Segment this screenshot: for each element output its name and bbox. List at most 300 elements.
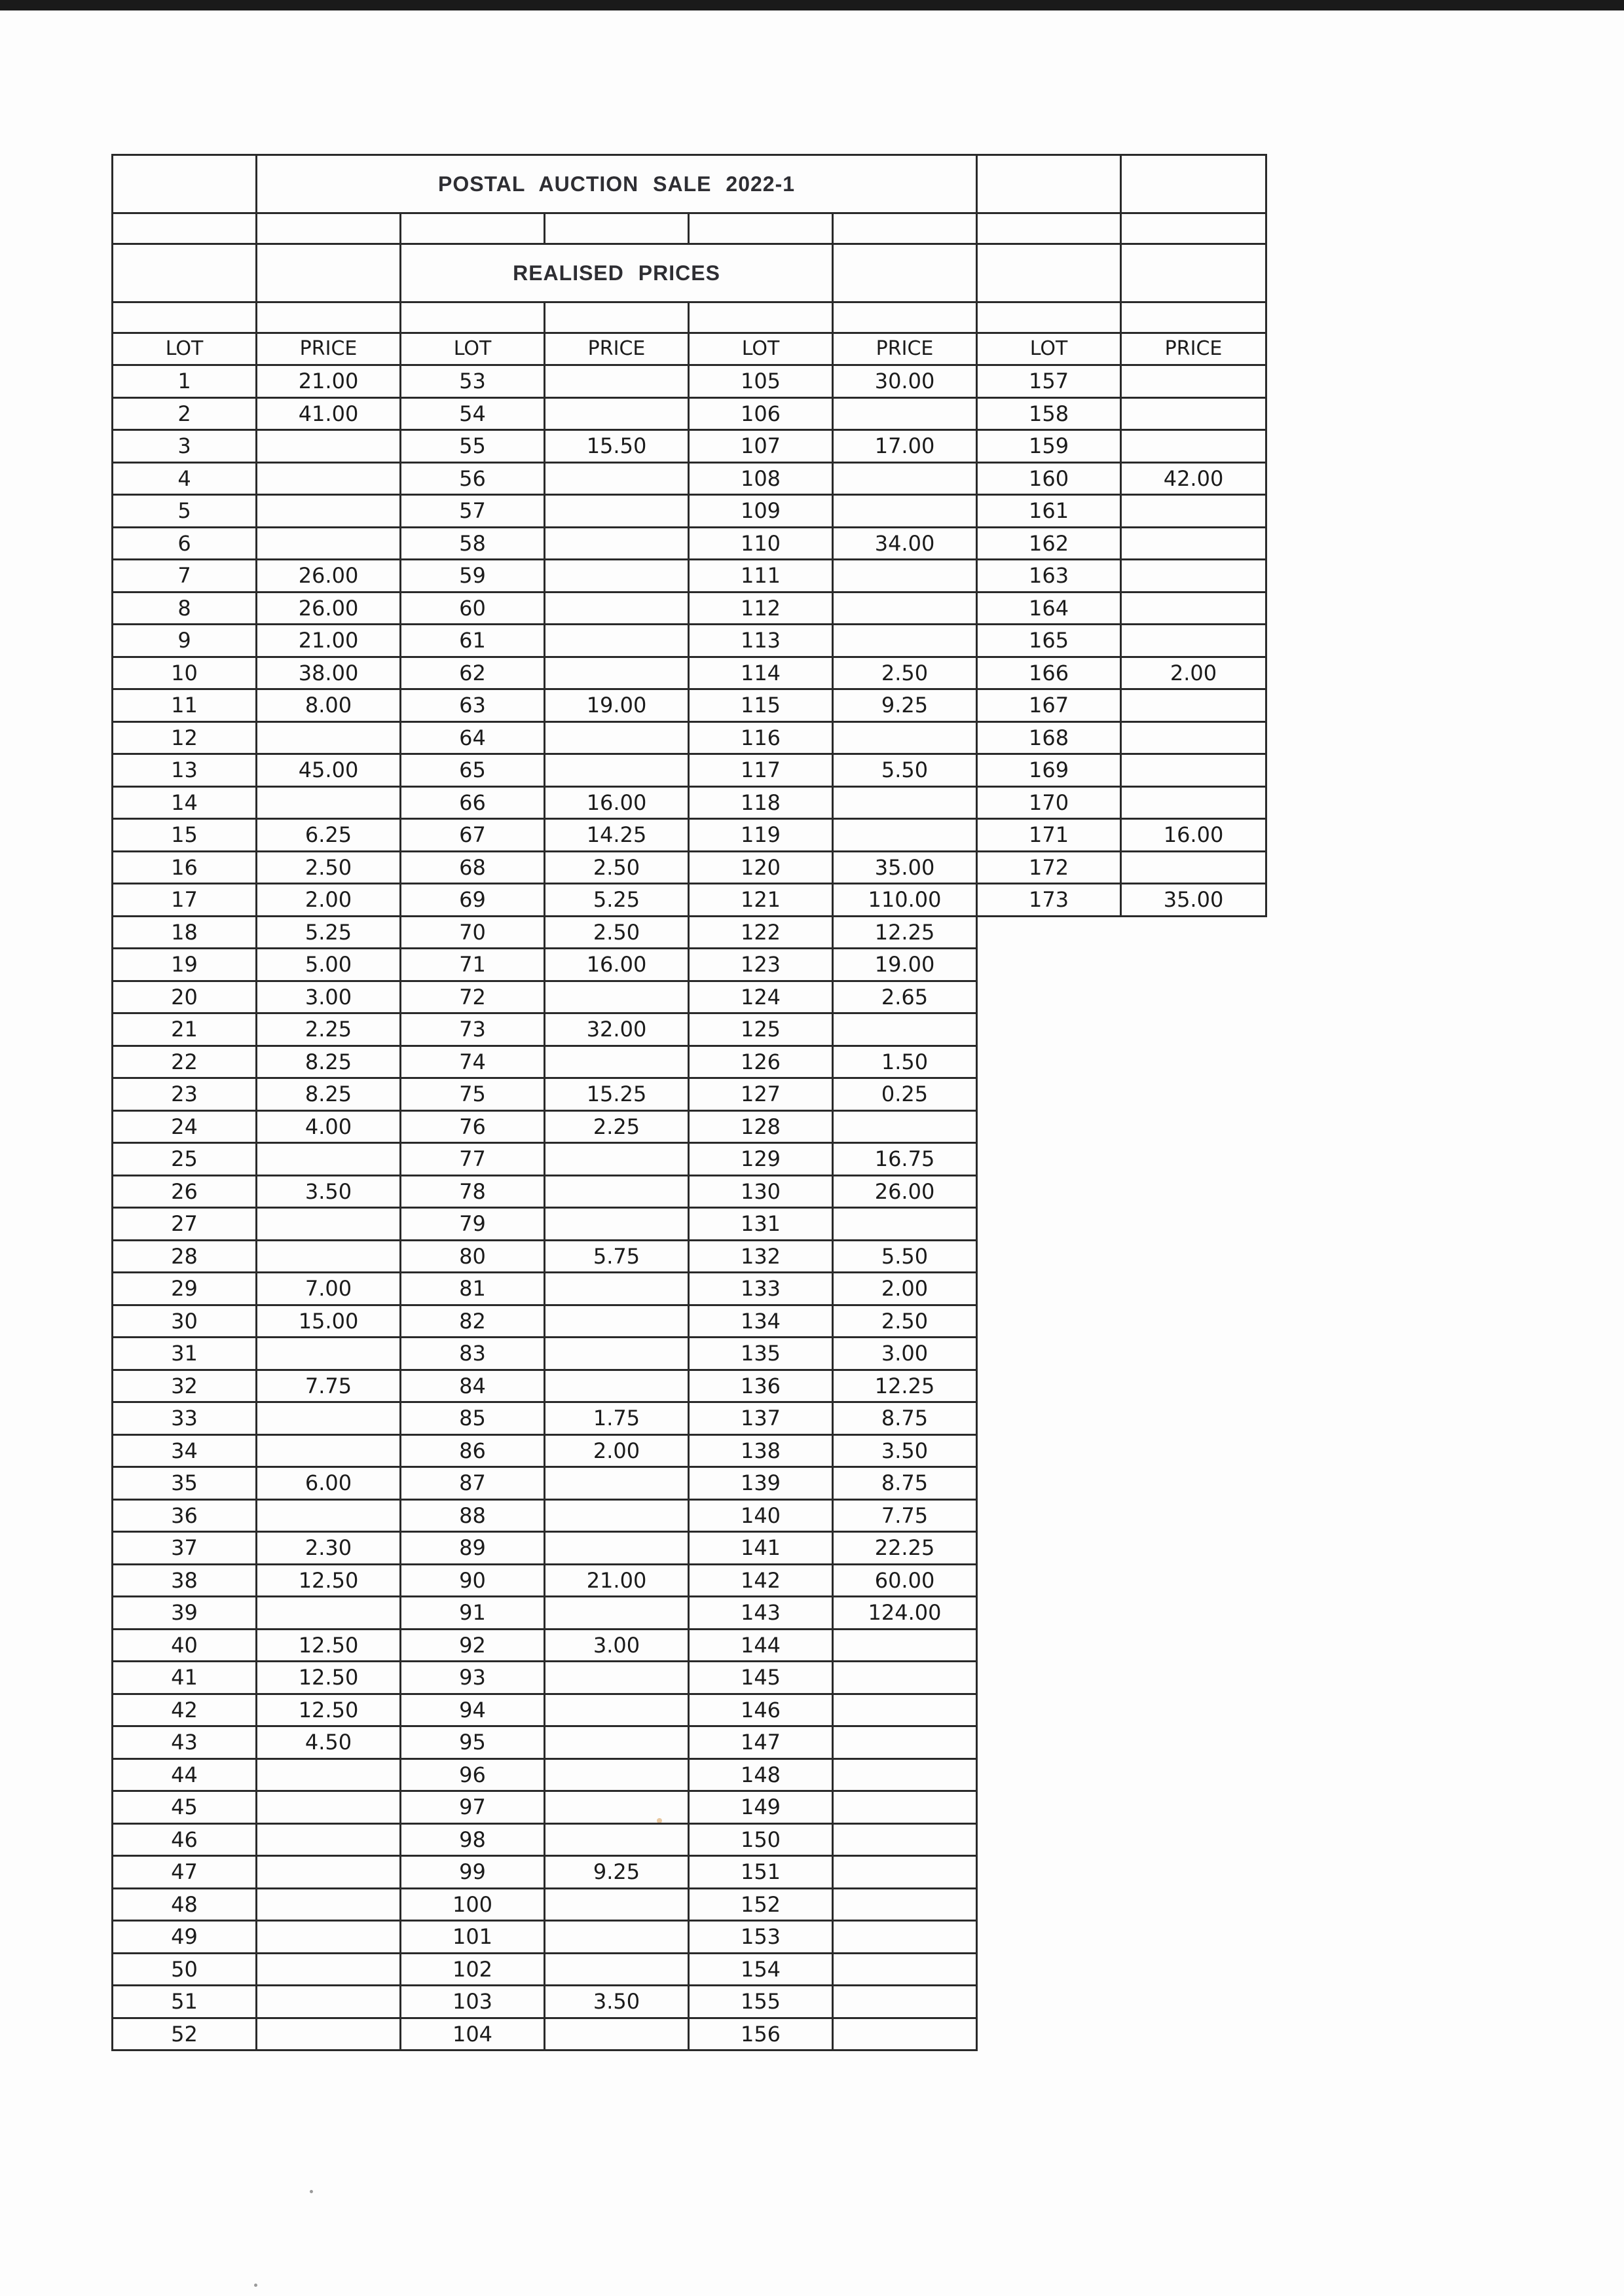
- price-cell: 26.00: [833, 1175, 977, 1208]
- lot-number-cell: 172: [977, 851, 1121, 884]
- lot-number-cell: 37: [113, 1532, 257, 1565]
- lot-number-cell: 116: [689, 721, 833, 754]
- price-cell: [833, 1013, 977, 1046]
- auction-title: POSTAL AUCTION SALE 2022-1: [257, 155, 977, 213]
- empty-cell: [1121, 213, 1266, 244]
- lot-number-cell: 166: [977, 657, 1121, 689]
- lot-number-cell: 112: [689, 592, 833, 625]
- table-row: [113, 1175, 1266, 1208]
- lot-number-cell: 70: [401, 916, 545, 949]
- price-cell: [545, 397, 689, 430]
- blank-area: [977, 2018, 1121, 2050]
- price-cell: [833, 1662, 977, 1694]
- price-cell: 6.00: [257, 1467, 401, 1500]
- empty-cell: [401, 213, 545, 244]
- price-cell: 8.75: [833, 1467, 977, 1500]
- price-cell: 5.25: [257, 916, 401, 949]
- price-cell: [545, 1532, 689, 1565]
- lot-number-cell: 96: [401, 1758, 545, 1791]
- lot-number-cell: 80: [401, 1240, 545, 1273]
- price-cell: 14.25: [545, 819, 689, 852]
- title-row: [113, 155, 1266, 213]
- lot-number-cell: 128: [689, 1110, 833, 1143]
- lot-number-cell: 79: [401, 1208, 545, 1241]
- lot-number-cell: 95: [401, 1726, 545, 1759]
- price-cell: 21.00: [257, 365, 401, 398]
- lot-number-cell: 163: [977, 560, 1121, 592]
- table-row: [113, 721, 1266, 754]
- blank-area: [1121, 1758, 1266, 1791]
- price-cell: [1121, 754, 1266, 787]
- blank-area: [977, 1078, 1121, 1111]
- table-row: [113, 1338, 1266, 1370]
- blank-area: [977, 949, 1121, 981]
- lot-number-cell: 7: [113, 560, 257, 592]
- empty-cell: [257, 213, 401, 244]
- price-cell: [1121, 560, 1266, 592]
- price-cell: 9.25: [545, 1856, 689, 1889]
- lot-number-cell: 26: [113, 1175, 257, 1208]
- price-cell: [257, 1208, 401, 1241]
- price-cell: 16.75: [833, 1143, 977, 1176]
- blank-area: [1121, 1434, 1266, 1467]
- price-cell: [545, 1694, 689, 1726]
- blank-area: [977, 1370, 1121, 1402]
- price-cell: [1121, 430, 1266, 463]
- lot-number-cell: 102: [401, 1953, 545, 1986]
- lot-number-cell: 149: [689, 1791, 833, 1824]
- price-cell: [257, 462, 401, 495]
- lot-number-cell: 156: [689, 2018, 833, 2050]
- lot-number-cell: 87: [401, 1467, 545, 1500]
- price-table-body: [113, 155, 1266, 2050]
- table-row: [113, 495, 1266, 528]
- price-cell: 16.00: [545, 786, 689, 819]
- lot-number-cell: 24: [113, 1110, 257, 1143]
- lot-number-cell: 104: [401, 2018, 545, 2050]
- price-cell: 1.50: [833, 1046, 977, 1078]
- lot-number-cell: 61: [401, 625, 545, 657]
- lot-number-cell: 83: [401, 1338, 545, 1370]
- lot-number-cell: 152: [689, 1888, 833, 1921]
- table-row: [113, 916, 1266, 949]
- price-cell: 2.00: [257, 884, 401, 917]
- price-cell: [257, 1888, 401, 1921]
- lot-number-cell: 6: [113, 527, 257, 560]
- lot-number-cell: 12: [113, 721, 257, 754]
- price-cell: [833, 495, 977, 528]
- empty-cell: [113, 213, 257, 244]
- lot-number-cell: 85: [401, 1402, 545, 1435]
- blank-area: [1121, 1208, 1266, 1241]
- lot-number-cell: 158: [977, 397, 1121, 430]
- lot-number-cell: 88: [401, 1499, 545, 1532]
- lot-number-cell: 92: [401, 1629, 545, 1662]
- table-row: [113, 819, 1266, 852]
- table-row: [113, 1046, 1266, 1078]
- lot-number-cell: 124: [689, 981, 833, 1013]
- price-cell: [833, 625, 977, 657]
- blank-area: [1121, 2018, 1266, 2050]
- price-cell: [833, 786, 977, 819]
- price-cell: 12.50: [257, 1564, 401, 1597]
- blank-area: [977, 1953, 1121, 1986]
- price-cell: [257, 721, 401, 754]
- blank-area: [977, 916, 1121, 949]
- price-cell: [257, 786, 401, 819]
- price-cell: [545, 1143, 689, 1176]
- column-header-lot: LOT: [689, 333, 833, 365]
- blank-area: [1121, 1143, 1266, 1176]
- lot-number-cell: 4: [113, 462, 257, 495]
- lot-number-cell: 34: [113, 1434, 257, 1467]
- price-cell: 16.00: [1121, 819, 1266, 852]
- lot-number-cell: 98: [401, 1823, 545, 1856]
- lot-number-cell: 21: [113, 1013, 257, 1046]
- price-cell: [257, 1856, 401, 1889]
- lot-number-cell: 74: [401, 1046, 545, 1078]
- lot-number-cell: 141: [689, 1532, 833, 1565]
- blank-area: [1121, 1078, 1266, 1111]
- lot-number-cell: 19: [113, 949, 257, 981]
- lot-number-cell: 3: [113, 430, 257, 463]
- price-cell: 3.50: [257, 1175, 401, 1208]
- lot-number-cell: 43: [113, 1726, 257, 1759]
- price-cell: 22.25: [833, 1532, 977, 1565]
- price-cell: 8.25: [257, 1078, 401, 1111]
- price-cell: [545, 560, 689, 592]
- lot-number-cell: 56: [401, 462, 545, 495]
- table-row: [113, 1208, 1266, 1241]
- price-cell: 19.00: [833, 949, 977, 981]
- blank-area: [977, 1532, 1121, 1565]
- price-cell: 35.00: [1121, 884, 1266, 917]
- price-cell: [833, 1986, 977, 2018]
- table-row: [113, 1532, 1266, 1565]
- column-header-price: PRICE: [545, 333, 689, 365]
- price-cell: 124.00: [833, 1597, 977, 1630]
- price-cell: 5.75: [545, 1240, 689, 1273]
- price-cell: [257, 1434, 401, 1467]
- price-cell: 2.50: [545, 851, 689, 884]
- lot-number-cell: 63: [401, 689, 545, 722]
- blank-area: [977, 1726, 1121, 1759]
- table-row: [113, 657, 1266, 689]
- price-cell: [833, 1208, 977, 1241]
- lot-number-cell: 16: [113, 851, 257, 884]
- lot-number-cell: 159: [977, 430, 1121, 463]
- price-cell: [545, 625, 689, 657]
- price-cell: 35.00: [833, 851, 977, 884]
- table-row: [113, 1370, 1266, 1402]
- price-cell: [257, 1240, 401, 1273]
- price-cell: 110.00: [833, 884, 977, 917]
- lot-number-cell: 36: [113, 1499, 257, 1532]
- empty-cell: [1121, 155, 1266, 213]
- price-cell: 19.00: [545, 689, 689, 722]
- empty-cell: [977, 213, 1121, 244]
- lot-number-cell: 115: [689, 689, 833, 722]
- price-cell: [1121, 365, 1266, 398]
- empty-cell: [977, 244, 1121, 302]
- blank-area: [1121, 1791, 1266, 1824]
- lot-number-cell: 169: [977, 754, 1121, 787]
- empty-cell: [113, 155, 257, 213]
- column-header-price: PRICE: [257, 333, 401, 365]
- table-row: [113, 365, 1266, 398]
- lot-number-cell: 119: [689, 819, 833, 852]
- price-cell: [545, 592, 689, 625]
- lot-number-cell: 103: [401, 1986, 545, 2018]
- table-row: [113, 786, 1266, 819]
- table-row: [113, 754, 1266, 787]
- price-cell: [545, 657, 689, 689]
- lot-number-cell: 1: [113, 365, 257, 398]
- lot-number-cell: 142: [689, 1564, 833, 1597]
- lot-number-cell: 105: [689, 365, 833, 398]
- price-cell: 5.50: [833, 1240, 977, 1273]
- subtitle-row: [113, 244, 1266, 302]
- price-cell: 2.00: [1121, 657, 1266, 689]
- empty-cell: [833, 244, 977, 302]
- price-cell: [257, 2018, 401, 2050]
- price-cell: 12.50: [257, 1694, 401, 1726]
- price-cell: [545, 1338, 689, 1370]
- price-cell: [545, 1662, 689, 1694]
- price-cell: 7.75: [833, 1499, 977, 1532]
- empty-cell: [1121, 302, 1266, 333]
- lot-number-cell: 49: [113, 1921, 257, 1954]
- price-cell: 38.00: [257, 657, 401, 689]
- lot-number-cell: 14: [113, 786, 257, 819]
- price-cell: [833, 1629, 977, 1662]
- blank-area: [977, 1208, 1121, 1241]
- price-cell: 1.75: [545, 1402, 689, 1435]
- price-cell: [833, 1791, 977, 1824]
- price-cell: 12.25: [833, 916, 977, 949]
- lot-number-cell: 18: [113, 916, 257, 949]
- price-cell: [833, 1856, 977, 1889]
- lot-number-cell: 101: [401, 1921, 545, 1954]
- price-cell: [257, 527, 401, 560]
- lot-number-cell: 91: [401, 1597, 545, 1630]
- price-cell: 34.00: [833, 527, 977, 560]
- price-cell: 21.00: [257, 625, 401, 657]
- lot-number-cell: 23: [113, 1078, 257, 1111]
- lot-number-cell: 78: [401, 1175, 545, 1208]
- lot-number-cell: 5: [113, 495, 257, 528]
- table-row: [113, 462, 1266, 495]
- lot-number-cell: 150: [689, 1823, 833, 1856]
- blank-area: [1121, 1013, 1266, 1046]
- blank-area: [1121, 1629, 1266, 1662]
- price-cell: [833, 1758, 977, 1791]
- blank-area: [1121, 1338, 1266, 1370]
- price-cell: [257, 1338, 401, 1370]
- blank-area: [977, 1402, 1121, 1435]
- lot-number-cell: 133: [689, 1273, 833, 1305]
- lot-number-cell: 35: [113, 1467, 257, 1500]
- price-cell: [545, 1597, 689, 1630]
- lot-number-cell: 129: [689, 1143, 833, 1176]
- price-cell: [545, 1370, 689, 1402]
- price-cell: [545, 754, 689, 787]
- blank-area: [977, 1564, 1121, 1597]
- price-cell: 4.50: [257, 1726, 401, 1759]
- price-cell: [833, 397, 977, 430]
- lot-number-cell: 50: [113, 1953, 257, 1986]
- spacer-row: [113, 302, 1266, 333]
- price-cell: [545, 1499, 689, 1532]
- blank-area: [977, 1110, 1121, 1143]
- table-row: [113, 1499, 1266, 1532]
- lot-number-cell: 153: [689, 1921, 833, 1954]
- lot-number-cell: 118: [689, 786, 833, 819]
- blank-area: [977, 1499, 1121, 1532]
- lot-number-cell: 155: [689, 1986, 833, 2018]
- table-row: [113, 851, 1266, 884]
- table-row: [113, 1694, 1266, 1726]
- blank-area: [1121, 1273, 1266, 1305]
- price-cell: 4.00: [257, 1110, 401, 1143]
- price-cell: [545, 2018, 689, 2050]
- lot-number-cell: 111: [689, 560, 833, 592]
- lot-number-cell: 46: [113, 1823, 257, 1856]
- lot-number-cell: 54: [401, 397, 545, 430]
- lot-number-cell: 140: [689, 1499, 833, 1532]
- price-cell: [545, 1791, 689, 1824]
- price-cell: [545, 721, 689, 754]
- blank-area: [977, 1662, 1121, 1694]
- price-cell: 16.00: [545, 949, 689, 981]
- price-cell: [257, 1499, 401, 1532]
- table-row: [113, 1273, 1266, 1305]
- lot-number-cell: 76: [401, 1110, 545, 1143]
- lot-number-cell: 144: [689, 1629, 833, 1662]
- price-cell: [545, 1046, 689, 1078]
- price-cell: 2.25: [545, 1110, 689, 1143]
- price-cell: [1121, 592, 1266, 625]
- table-row: [113, 1823, 1266, 1856]
- lot-number-cell: 151: [689, 1856, 833, 1889]
- table-row: [113, 981, 1266, 1013]
- lot-number-cell: 99: [401, 1856, 545, 1889]
- price-cell: 8.25: [257, 1046, 401, 1078]
- price-cell: [833, 1921, 977, 1954]
- price-cell: [257, 1986, 401, 2018]
- price-cell: [833, 1888, 977, 1921]
- price-cell: [545, 1273, 689, 1305]
- price-cell: [545, 1758, 689, 1791]
- lot-number-cell: 135: [689, 1338, 833, 1370]
- price-cell: [833, 1694, 977, 1726]
- lot-number-cell: 143: [689, 1597, 833, 1630]
- table-row: [113, 1467, 1266, 1500]
- lot-number-cell: 52: [113, 2018, 257, 2050]
- lot-number-cell: 15: [113, 819, 257, 852]
- price-cell: [257, 1953, 401, 1986]
- lot-number-cell: 40: [113, 1629, 257, 1662]
- blank-area: [977, 1338, 1121, 1370]
- lot-number-cell: 48: [113, 1888, 257, 1921]
- lot-number-cell: 126: [689, 1046, 833, 1078]
- blank-area: [1121, 1305, 1266, 1338]
- empty-cell: [401, 302, 545, 333]
- lot-number-cell: 120: [689, 851, 833, 884]
- blank-area: [1121, 1953, 1266, 1986]
- empty-cell: [977, 155, 1121, 213]
- lot-number-cell: 90: [401, 1564, 545, 1597]
- price-cell: [1121, 851, 1266, 884]
- price-cell: [545, 365, 689, 398]
- empty-cell: [545, 302, 689, 333]
- price-cell: [545, 1305, 689, 1338]
- table-row: [113, 1758, 1266, 1791]
- lot-number-cell: 60: [401, 592, 545, 625]
- lot-number-cell: 57: [401, 495, 545, 528]
- price-cell: [545, 462, 689, 495]
- price-cell: [545, 527, 689, 560]
- lot-number-cell: 28: [113, 1240, 257, 1273]
- lot-number-cell: 97: [401, 1791, 545, 1824]
- price-cell: 60.00: [833, 1564, 977, 1597]
- table-row: [113, 1143, 1266, 1176]
- price-cell: [257, 495, 401, 528]
- price-cell: [833, 592, 977, 625]
- blank-area: [1121, 1662, 1266, 1694]
- blank-area: [1121, 1046, 1266, 1078]
- table-row: [113, 1434, 1266, 1467]
- empty-cell: [113, 244, 257, 302]
- lot-number-cell: 72: [401, 981, 545, 1013]
- price-cell: 7.75: [257, 1370, 401, 1402]
- lot-number-cell: 86: [401, 1434, 545, 1467]
- lot-number-cell: 9: [113, 625, 257, 657]
- lot-number-cell: 154: [689, 1953, 833, 1986]
- price-cell: 8.75: [833, 1402, 977, 1435]
- price-cell: 0.25: [833, 1078, 977, 1111]
- lot-number-cell: 113: [689, 625, 833, 657]
- table-row: [113, 1856, 1266, 1889]
- price-cell: 3.00: [833, 1338, 977, 1370]
- lot-number-cell: 42: [113, 1694, 257, 1726]
- price-cell: 21.00: [545, 1564, 689, 1597]
- blank-area: [977, 1888, 1121, 1921]
- blank-area: [1121, 1110, 1266, 1143]
- price-cell: [833, 1953, 977, 1986]
- empty-cell: [545, 213, 689, 244]
- blank-area: [977, 1856, 1121, 1889]
- price-cell: 2.50: [257, 851, 401, 884]
- price-cell: 41.00: [257, 397, 401, 430]
- lot-number-cell: 145: [689, 1662, 833, 1694]
- blank-area: [1121, 1888, 1266, 1921]
- empty-cell: [689, 213, 833, 244]
- lot-number-cell: 170: [977, 786, 1121, 819]
- price-cell: [833, 462, 977, 495]
- blank-area: [1121, 1402, 1266, 1435]
- empty-cell: [833, 213, 977, 244]
- lot-number-cell: 20: [113, 981, 257, 1013]
- table-row: [113, 1240, 1266, 1273]
- lot-number-cell: 160: [977, 462, 1121, 495]
- lot-number-cell: 32: [113, 1370, 257, 1402]
- price-cell: 15.25: [545, 1078, 689, 1111]
- lot-number-cell: 27: [113, 1208, 257, 1241]
- table-row: [113, 1986, 1266, 2018]
- price-cell: 8.00: [257, 689, 401, 722]
- price-cell: 2.25: [257, 1013, 401, 1046]
